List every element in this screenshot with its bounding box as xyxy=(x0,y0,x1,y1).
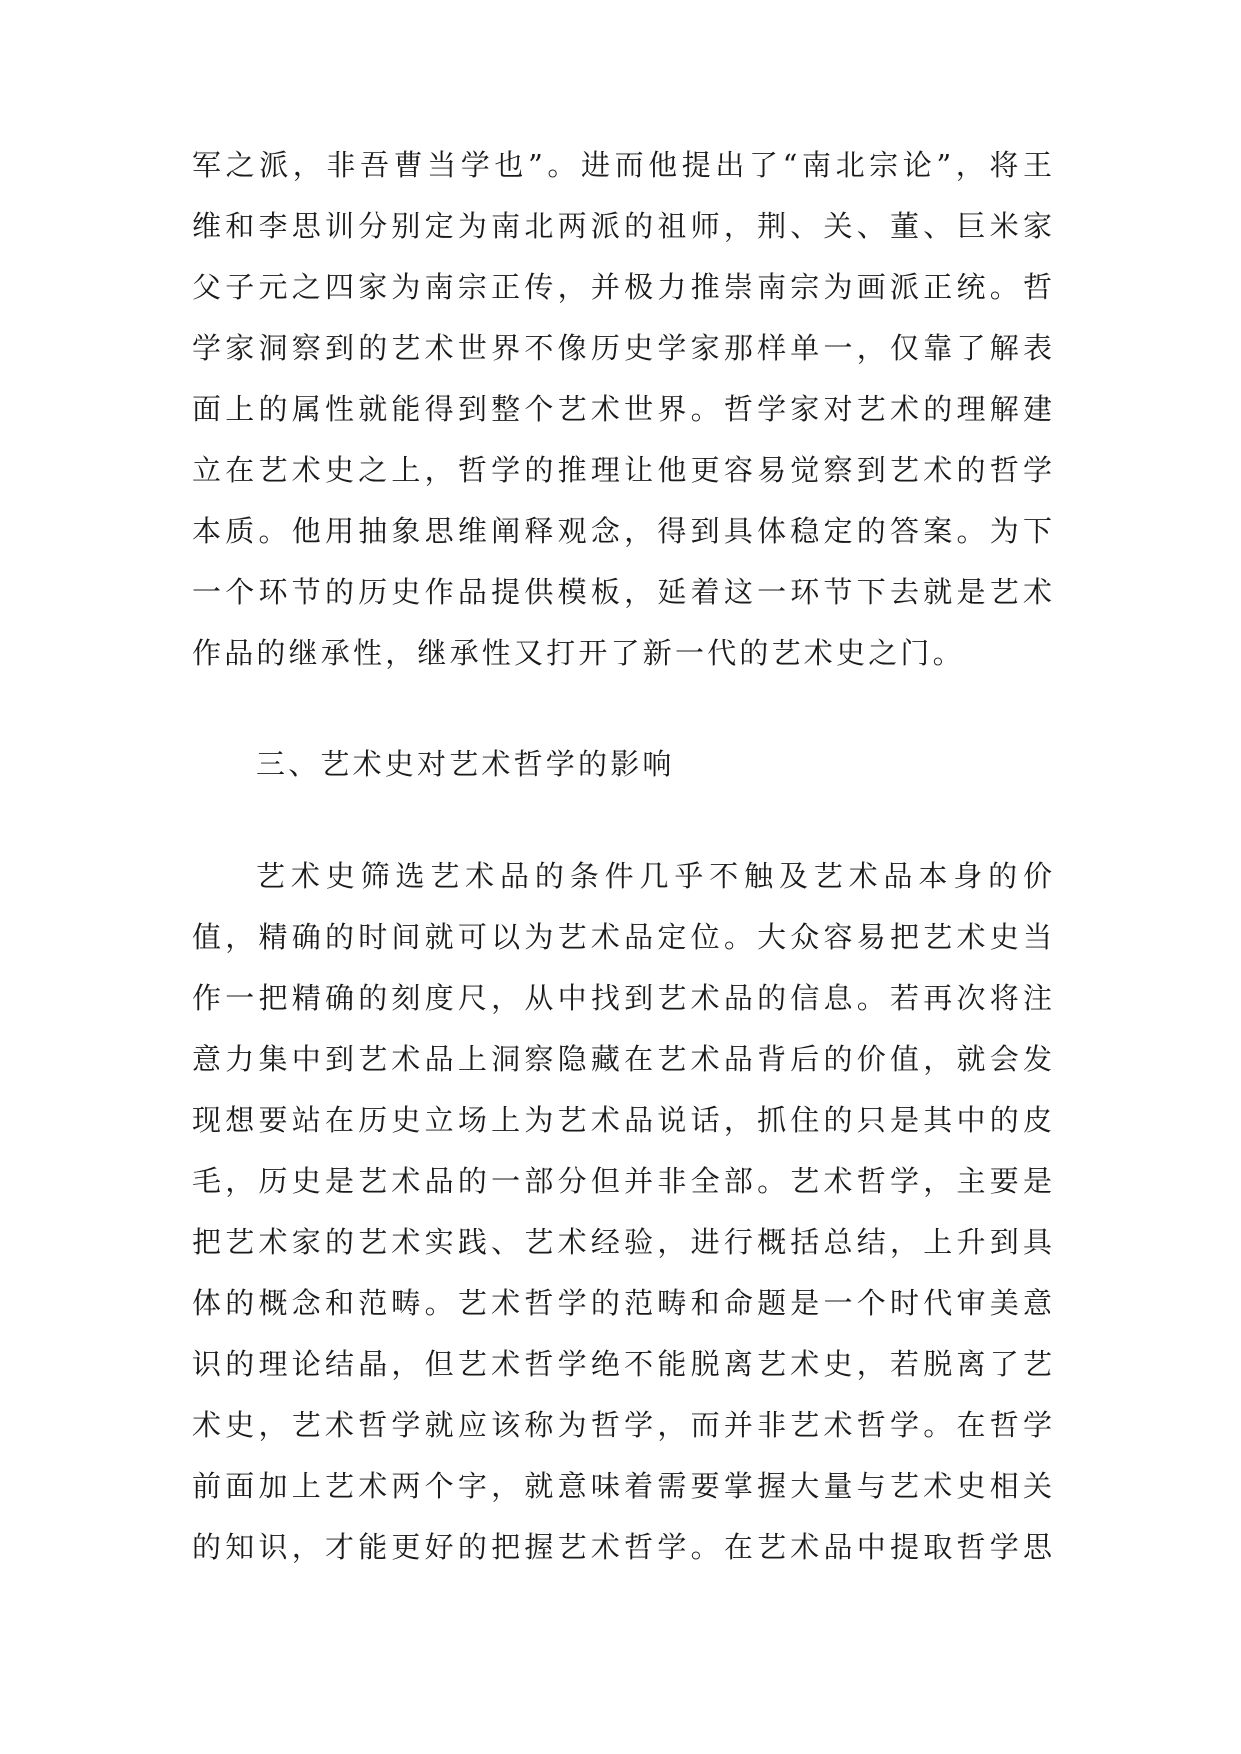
text-line: 识的理论结晶，但艺术哲学绝不能脱离艺术史，若脱离了艺 xyxy=(192,1347,1052,1381)
text-line: 维和李思训分别定为南北两派的祖师，荆、关、董、巨米家 xyxy=(192,209,1052,243)
text-line: 把艺术家的艺术实践、艺术经验，进行概括总结，上升到具 xyxy=(192,1225,1052,1259)
text-line: 父子元之四家为南宗正传，并极力推崇南宗为画派正统。哲 xyxy=(192,270,1052,304)
text-line: 本质。他用抽象思维阐释观念，得到具体稳定的答案。为下 xyxy=(192,514,1052,548)
text-line: 的知识，才能更好的把握艺术哲学。在艺术品中提取哲学思 xyxy=(192,1530,1052,1564)
text-line: 现想要站在历史立场上为艺术品说话，抓住的只是其中的皮 xyxy=(192,1103,1052,1137)
text-line: 一个环节的历史作品提供模板，延着这一环节下去就是艺术 xyxy=(192,575,1052,609)
text-line: 意力集中到艺术品上洞察隐藏在艺术品背后的价值，就会发 xyxy=(192,1042,1052,1076)
text-line: 术史，艺术哲学就应该称为哲学，而并非艺术哲学。在哲学 xyxy=(192,1408,1052,1442)
text-line: 学家洞察到的艺术世界不像历史学家那样单一，仅靠了解表 xyxy=(192,331,1052,365)
text-line: 军之派，非吾曹当学也”。进而他提出了“南北宗论”，将王 xyxy=(192,148,1052,182)
text-line: 体的概念和范畴。艺术哲学的范畴和命题是一个时代审美意 xyxy=(192,1286,1052,1320)
text-line: 立在艺术史之上，哲学的推理让他更容易觉察到艺术的哲学 xyxy=(192,453,1052,487)
text-line: 作品的继承性，继承性又打开了新一代的艺术史之门。 xyxy=(192,636,965,670)
text-line: 值，精确的时间就可以为艺术品定位。大众容易把艺术史当 xyxy=(192,920,1052,954)
text-line: 艺术史筛选艺术品的条件几乎不触及艺术品本身的价 xyxy=(256,859,1052,893)
text-line: 作一把精确的刻度尺，从中找到艺术品的信息。若再次将注 xyxy=(192,981,1052,1015)
section-heading: 三、艺术史对艺术哲学的影响 xyxy=(256,747,675,781)
text-line: 面上的属性就能得到整个艺术世界。哲学家对艺术的理解建 xyxy=(192,392,1052,426)
text-line: 前面加上艺术两个字，就意味着需要掌握大量与艺术史相关 xyxy=(192,1469,1052,1503)
text-line: 毛，历史是艺术品的一部分但并非全部。艺术哲学，主要是 xyxy=(192,1164,1052,1198)
